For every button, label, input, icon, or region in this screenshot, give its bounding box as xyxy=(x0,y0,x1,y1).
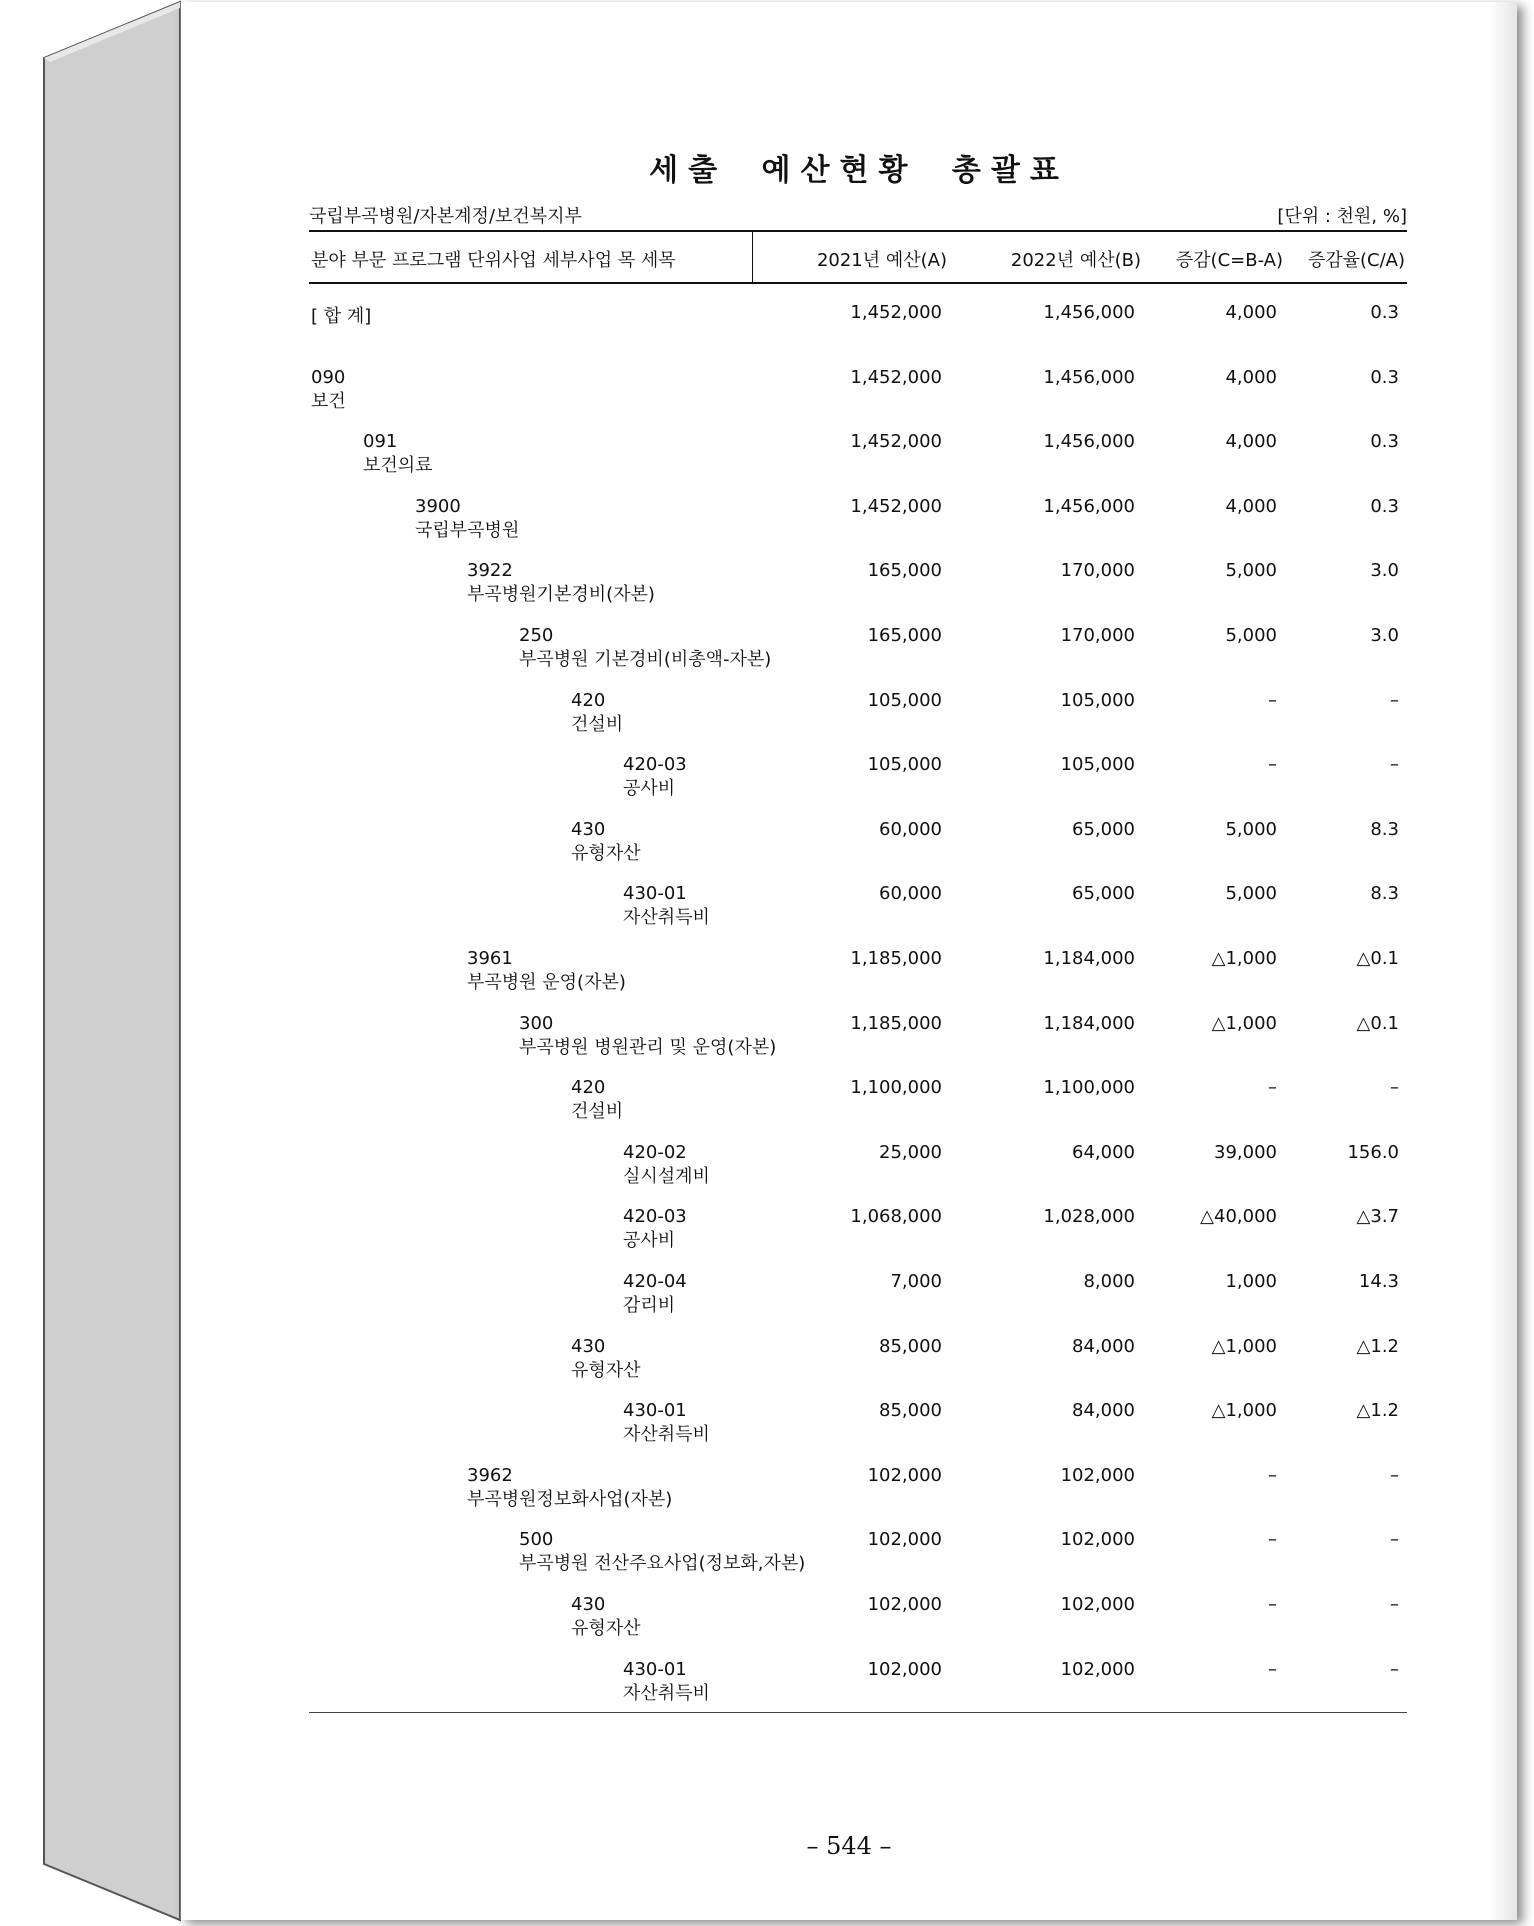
row-rate: 8.3 xyxy=(1370,883,1399,905)
row-name: 부곡병원 병원관리 및 운영(자본) xyxy=(519,1036,777,1058)
row-budget-2021: 1,185,000 xyxy=(850,1012,942,1034)
row-rate: △0.1 xyxy=(1356,1012,1399,1034)
row-budget-2022: 1,456,000 xyxy=(1043,431,1135,453)
row-code: 420-03 xyxy=(623,754,687,776)
row-budget-2022: 1,456,000 xyxy=(1043,495,1135,517)
table-row xyxy=(309,560,1407,620)
row-budget-2021: 105,000 xyxy=(867,689,942,711)
unit-label: [단위 : 천원, %] xyxy=(1277,206,1407,227)
row-budget-2022: 102,000 xyxy=(1060,1464,1135,1486)
row-code: 250 xyxy=(519,624,554,646)
table-row xyxy=(309,1336,1407,1396)
row-budget-2022: 1,100,000 xyxy=(1043,1077,1135,1099)
organization-path: 국립부곡병원/자본계정/보건복지부 xyxy=(309,206,582,227)
page-title: 세출 예산현황 총괄표 xyxy=(649,153,1069,188)
row-budget-2022: 102,000 xyxy=(1060,1658,1135,1680)
row-code: 430 xyxy=(571,818,606,840)
row-name: 공사비 xyxy=(623,778,676,800)
row-budget-2021: 1,452,000 xyxy=(850,302,942,323)
row-rate: 0.3 xyxy=(1370,366,1399,388)
table-bottom-rule xyxy=(309,1712,1407,1713)
table-row xyxy=(309,302,1407,362)
row-diff: 5,000 xyxy=(1225,883,1277,905)
row-code: 420-04 xyxy=(623,1270,687,1292)
row-name: 유형자산 xyxy=(571,1359,641,1381)
row-budget-2021: 1,068,000 xyxy=(850,1206,942,1228)
row-code: 420-02 xyxy=(623,1141,687,1163)
row-budget-2021: 1,452,000 xyxy=(850,495,942,517)
row-diff: △1,000 xyxy=(1211,1400,1277,1422)
row-budget-2021: 102,000 xyxy=(867,1529,942,1551)
table-row xyxy=(309,367,1407,427)
row-rate: 0.3 xyxy=(1370,495,1399,517)
row-budget-2021: 1,452,000 xyxy=(850,366,942,388)
row-budget-2022: 105,000 xyxy=(1060,754,1135,776)
row-budget-2022: 65,000 xyxy=(1072,818,1135,840)
row-name: 건설비 xyxy=(571,1101,624,1123)
row-rate: 14.3 xyxy=(1358,1270,1399,1292)
table-row xyxy=(309,1465,1407,1525)
table-row xyxy=(309,883,1407,943)
row-diff: – xyxy=(1268,1464,1277,1486)
row-budget-2022: 102,000 xyxy=(1060,1593,1135,1615)
row-budget-2022: 64,000 xyxy=(1072,1141,1135,1163)
row-name: 부곡병원 운영(자본) xyxy=(467,971,626,993)
table-row xyxy=(309,1659,1407,1719)
row-code: 430 xyxy=(571,1335,606,1357)
row-name: 부곡병원 기본경비(비총액-자본) xyxy=(519,648,772,670)
header-column-divider xyxy=(752,232,753,282)
row-rate: 3.0 xyxy=(1370,624,1399,646)
row-budget-2021: 102,000 xyxy=(867,1593,942,1615)
row-rate: △1.2 xyxy=(1356,1335,1399,1357)
row-rate: – xyxy=(1390,754,1399,776)
row-budget-2021: 165,000 xyxy=(867,624,942,646)
row-diff: 4,000 xyxy=(1225,366,1277,388)
row-code: 420 xyxy=(571,689,606,711)
document-page xyxy=(180,2,1517,1920)
row-diff: 5,000 xyxy=(1225,560,1277,582)
row-budget-2022: 8,000 xyxy=(1083,1270,1135,1292)
row-name: 공사비 xyxy=(623,1230,676,1252)
header-bottom-rule xyxy=(309,282,1407,284)
table-row xyxy=(309,496,1407,556)
table-row xyxy=(309,1077,1407,1137)
row-diff: 4,000 xyxy=(1225,431,1277,453)
row-budget-2021: 1,100,000 xyxy=(850,1077,942,1099)
row-rate: 8.3 xyxy=(1370,818,1399,840)
row-code: 090 xyxy=(311,366,346,388)
row-budget-2021: 85,000 xyxy=(879,1400,942,1422)
row-budget-2021: 60,000 xyxy=(879,883,942,905)
row-rate: – xyxy=(1390,1077,1399,1099)
row-diff: – xyxy=(1268,1658,1277,1680)
row-budget-2021: 1,452,000 xyxy=(850,431,942,453)
row-diff: – xyxy=(1268,754,1277,776)
table-row xyxy=(309,819,1407,879)
table-row xyxy=(309,431,1407,491)
row-code: 3961 xyxy=(467,947,513,969)
row-diff: 4,000 xyxy=(1225,302,1277,323)
table-row xyxy=(309,625,1407,685)
row-diff: △1,000 xyxy=(1211,1335,1277,1357)
row-budget-2022: 1,028,000 xyxy=(1043,1206,1135,1228)
row-budget-2022: 84,000 xyxy=(1072,1400,1135,1422)
table-row xyxy=(309,1142,1407,1202)
row-budget-2021: 102,000 xyxy=(867,1464,942,1486)
row-name: 부곡병원정보화사업(자본) xyxy=(467,1488,673,1510)
header-top-rule xyxy=(309,230,1407,232)
row-code: 300 xyxy=(519,1012,554,1034)
row-budget-2021: 105,000 xyxy=(867,754,942,776)
row-rate: 3.0 xyxy=(1370,560,1399,582)
row-code: 3900 xyxy=(415,495,461,517)
row-rate: – xyxy=(1390,1464,1399,1486)
row-code: 430 xyxy=(571,1593,606,1615)
row-budget-2022: 84,000 xyxy=(1072,1335,1135,1357)
row-rate: 0.3 xyxy=(1370,302,1399,323)
row-name: 부곡병원기본경비(자본) xyxy=(467,584,655,606)
row-rate: 156.0 xyxy=(1347,1141,1399,1163)
row-code: 500 xyxy=(519,1529,554,1551)
row-budget-2021: 7,000 xyxy=(890,1270,942,1292)
row-code: [ 합 계] xyxy=(311,306,372,327)
table-row xyxy=(309,948,1407,1008)
table-row xyxy=(309,1400,1407,1460)
table-row xyxy=(309,1529,1407,1589)
row-name: 부곡병원 전산주요사업(정보화,자본) xyxy=(519,1553,806,1575)
row-diff: △40,000 xyxy=(1200,1206,1277,1228)
row-diff: △1,000 xyxy=(1211,947,1277,969)
row-name: 자산취득비 xyxy=(623,1682,710,1704)
row-rate: – xyxy=(1390,689,1399,711)
row-code: 3962 xyxy=(467,1464,513,1486)
row-name: 유형자산 xyxy=(571,1617,641,1639)
row-budget-2022: 1,456,000 xyxy=(1043,302,1135,323)
row-diff: 4,000 xyxy=(1225,495,1277,517)
row-budget-2022: 65,000 xyxy=(1072,883,1135,905)
row-budget-2021: 25,000 xyxy=(879,1141,942,1163)
row-diff: – xyxy=(1268,1077,1277,1099)
row-name: 실시설계비 xyxy=(623,1165,710,1187)
header-diff: 증감(C=B-A) xyxy=(1175,250,1283,271)
row-budget-2021: 85,000 xyxy=(879,1335,942,1357)
header-budget-2021: 2021년 예산(A) xyxy=(816,250,947,271)
row-code: 3922 xyxy=(467,560,513,582)
row-name: 보건의료 xyxy=(363,455,433,477)
table-row xyxy=(309,1594,1407,1654)
row-name: 감리비 xyxy=(623,1294,676,1316)
row-rate: △1.2 xyxy=(1356,1400,1399,1422)
row-code: 420-03 xyxy=(623,1206,687,1228)
header-rate: 증감율(C/A) xyxy=(1307,250,1405,271)
header-category: 분야 부문 프로그램 단위사업 세부사업 목 세목 xyxy=(311,250,676,271)
row-diff: 5,000 xyxy=(1225,818,1277,840)
row-diff: 1,000 xyxy=(1225,1270,1277,1292)
table-row xyxy=(309,754,1407,814)
table-row xyxy=(309,1206,1407,1266)
row-code: 430-01 xyxy=(623,883,687,905)
row-budget-2021: 1,185,000 xyxy=(850,947,942,969)
row-budget-2022: 102,000 xyxy=(1060,1529,1135,1551)
row-rate: △0.1 xyxy=(1356,947,1399,969)
row-code: 430-01 xyxy=(623,1658,687,1680)
table-row xyxy=(309,1013,1407,1073)
row-diff: – xyxy=(1268,1529,1277,1551)
page-edge-shade xyxy=(1489,2,1517,1920)
header-budget-2022: 2022년 예산(B) xyxy=(1010,250,1141,271)
row-rate: – xyxy=(1390,1593,1399,1615)
row-budget-2021: 102,000 xyxy=(867,1658,942,1680)
row-name: 자산취득비 xyxy=(623,907,710,929)
row-code: 091 xyxy=(363,431,398,453)
row-budget-2021: 60,000 xyxy=(879,818,942,840)
row-name: 자산취득비 xyxy=(623,1424,710,1446)
row-name: 보건 xyxy=(311,390,346,412)
row-budget-2022: 1,184,000 xyxy=(1043,1012,1135,1034)
row-budget-2022: 170,000 xyxy=(1060,624,1135,646)
row-budget-2022: 1,456,000 xyxy=(1043,366,1135,388)
row-diff: – xyxy=(1268,689,1277,711)
table-row xyxy=(309,1271,1407,1331)
page-number: – 544 – xyxy=(806,1832,892,1860)
row-diff: 39,000 xyxy=(1214,1141,1277,1163)
row-budget-2022: 170,000 xyxy=(1060,560,1135,582)
row-rate: – xyxy=(1390,1658,1399,1680)
row-budget-2022: 105,000 xyxy=(1060,689,1135,711)
row-diff: – xyxy=(1268,1593,1277,1615)
row-rate: – xyxy=(1390,1529,1399,1551)
row-name: 유형자산 xyxy=(571,842,641,864)
row-rate: 0.3 xyxy=(1370,431,1399,453)
row-name: 국립부곡병원 xyxy=(415,519,520,541)
row-rate: △3.7 xyxy=(1356,1206,1399,1228)
row-code: 420 xyxy=(571,1077,606,1099)
row-budget-2022: 1,184,000 xyxy=(1043,947,1135,969)
row-diff: △1,000 xyxy=(1211,1012,1277,1034)
table-row xyxy=(309,690,1407,750)
row-budget-2021: 165,000 xyxy=(867,560,942,582)
row-diff: 5,000 xyxy=(1225,624,1277,646)
row-name: 건설비 xyxy=(571,713,624,735)
row-code: 430-01 xyxy=(623,1400,687,1422)
